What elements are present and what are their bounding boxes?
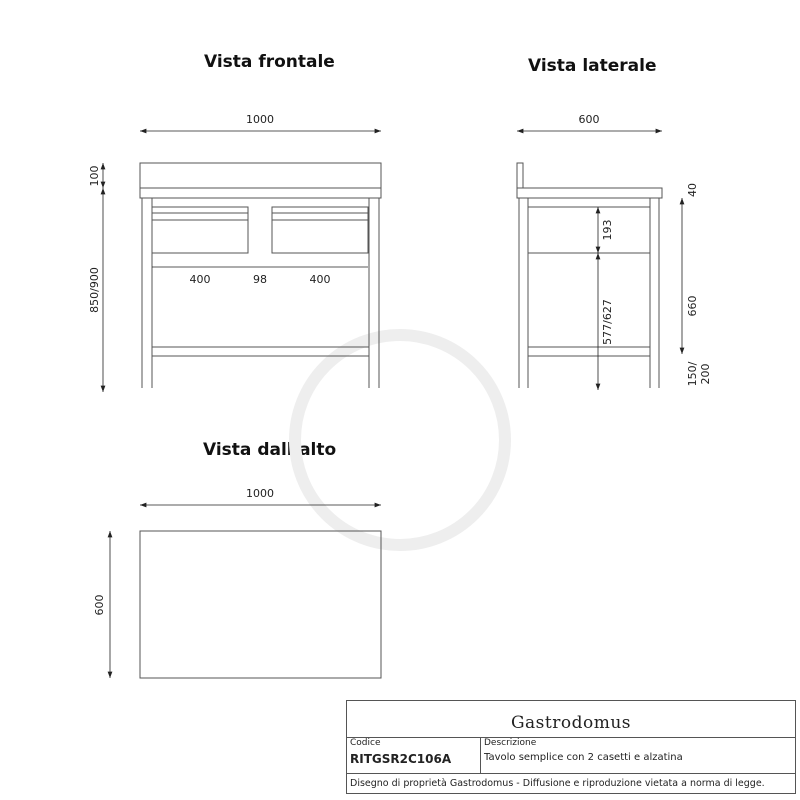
side-lower-dim: 577/627	[601, 299, 614, 345]
desc-label: Descrizione	[484, 738, 537, 748]
side-shelf2-dim: 200	[699, 363, 712, 385]
product-description: Tavolo semplice con 2 casetti e alzatina	[484, 752, 683, 763]
front-drawer-left-dim: 400	[189, 273, 211, 286]
side-drawer-dim: 193	[601, 219, 614, 241]
side-shelf-dim: 150/	[686, 361, 699, 387]
title-block	[346, 700, 796, 794]
front-width-dim: 1000	[246, 113, 274, 126]
front-view-title: Vista frontale	[204, 52, 335, 72]
front-drawer-right-dim: 400	[309, 273, 331, 286]
side-top-dim: 40	[686, 183, 699, 197]
top-width-dim: 1000	[246, 487, 274, 500]
brand-name: Gastrodomus	[510, 713, 632, 733]
code-label: Codice	[350, 738, 381, 748]
front-height-dim: 850/900	[88, 267, 101, 313]
side-view-title: Vista laterale	[528, 56, 657, 76]
top-depth-dim: 600	[93, 594, 106, 616]
product-code: RITGSR2C106A	[350, 752, 452, 766]
front-upstand-dim: 100	[88, 165, 101, 187]
top-view-title-a: Vista dall’	[203, 440, 300, 460]
copyright-footer: Disegno di proprietà Gastrodomus - Diffusione e riproduzione vietata a norma di legge.	[350, 778, 765, 789]
front-gap-dim: 98	[253, 273, 267, 286]
side-depth-dim: 600	[578, 113, 600, 126]
brand-logo	[347, 701, 795, 738]
side-legspan-dim: 660	[686, 295, 699, 317]
top-view-title-b: alto	[299, 440, 337, 460]
